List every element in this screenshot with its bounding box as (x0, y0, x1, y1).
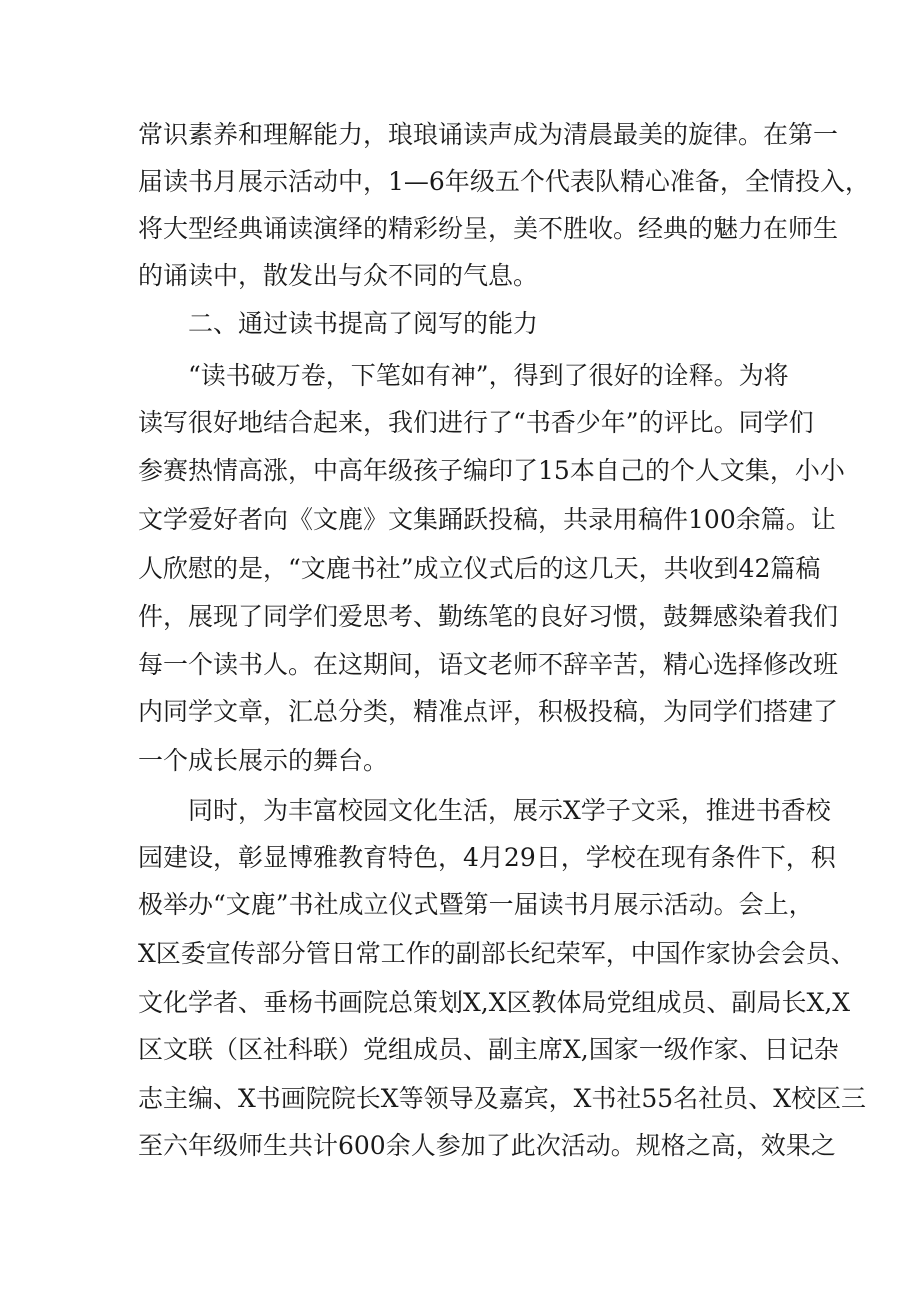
paragraph-line: 常识素养和理解能力，琅琅诵读声成为清晨最美的旋律。在第一 (138, 120, 839, 149)
paragraph-line: 件，展现了同学们爱思考、勤练笔的良好习惯，鼓舞感染着我们 (138, 602, 839, 631)
paragraph-line: 极举办“文鹿”书社成立仪式暨第一届读书月展示活动。会上， (138, 890, 814, 919)
paragraph-line: 人欣慰的是，“文鹿书社”成立仪式后的这几天，共收到42篇稿 (138, 554, 821, 583)
paragraph-line: 至六年级师生共计600余人参加了此次活动。规格之高，效果之 (138, 1131, 836, 1160)
paragraph-line: 读写很好地结合起来，我们进行了“书香少年”的评比。同学们 (138, 408, 814, 437)
paragraph-line: “读书破万卷，下笔如有神”，得到了很好的诠释。为将 (188, 361, 789, 390)
paragraph-line: 将大型经典诵读演绎的精彩纷呈，美不胜收。经典的魅力在师生 (138, 214, 839, 243)
paragraph-line: 参赛热情高涨，中高年级孩子编印了15本自己的个人文集，小小 (138, 456, 845, 485)
paragraph-line: 每一个读书人。在这期间，语文老师不辞辛苦，精心选择修改班 (138, 650, 839, 679)
paragraph-line: 的诵读中，散发出与众不同的气息。 (138, 261, 539, 290)
paragraph-line: 志主编、X书画院院长X等领导及嘉宾，X书社55名社员、X校区三 (138, 1084, 867, 1113)
paragraph-line: 文化学者、垂杨书画院总策划X,X区教体局党组成员、副局长X,X (138, 988, 851, 1017)
paragraph-line: 园建设，彰显博雅教育特色，4月29日，学校在现有条件下，积 (138, 843, 836, 872)
section-heading: 二、通过读书提高了阅写的能力 (188, 309, 539, 338)
paragraph-line: 内同学文章，汇总分类，精准点评，积极投稿，为同学们搭建了 (138, 697, 839, 726)
paragraph-line: 文学爱好者向《文鹿》文集踊跃投稿，共录用稿件100余篇。让 (138, 505, 836, 534)
paragraph-line: 同时，为丰富校园文化生活，展示X学子文采，推进书香校 (188, 796, 831, 825)
paragraph-line: 一个成长展示的舞台。 (138, 746, 389, 775)
paragraph-line: 区文联（区社科联）党组成员、副主席X,国家一级作家、日记杂 (138, 1035, 839, 1064)
paragraph-line: X区委宣传部分管日常工作的副部长纪荣军，中国作家协会会员、 (138, 939, 856, 968)
paragraph-line: 届读书月展示活动中，1—6年级五个代表队精心准备，全情投入， (138, 167, 870, 196)
